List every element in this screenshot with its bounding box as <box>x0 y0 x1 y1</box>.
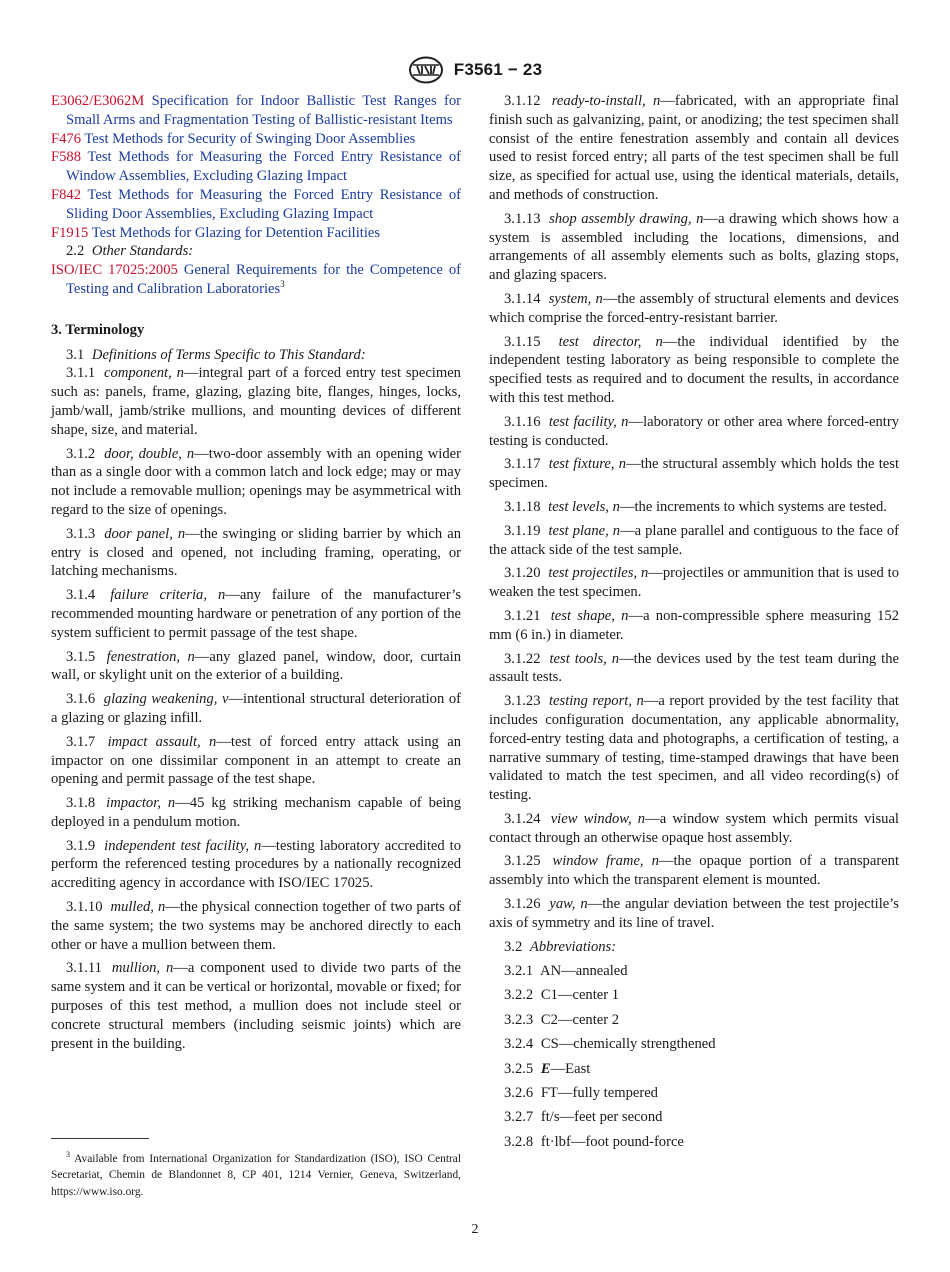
left-column <box>51 92 461 1058</box>
definition-paragraph <box>489 290 899 328</box>
definition-number: 3.1.5 <box>66 648 96 665</box>
definition-text: —a component used to divide two parts of the same system and it can be vertical or horizontal, movable or fixed; for purposes of this test method, a mullion does not include steel or concrete structural members (including seismic joints) which are present in the building. <box>51 960 461 1052</box>
subsection-label: Abbreviations: <box>529 938 617 955</box>
definition-text: —a plane parallel and contiguous to the face of the attack side of the test sample. <box>489 522 899 558</box>
footnote-mark: 3 <box>66 1150 70 1159</box>
definition-text: —any glazed panel, window, door, curtain wall, or skylight unit on the exterior of a building. <box>51 648 461 684</box>
reference-item <box>51 224 461 243</box>
definition-paragraph <box>489 413 899 451</box>
reference-title[interactable]: Test Methods for Measuring the Forced Entry Resistance of Sliding Door Assemblies, Excluding Glazing Impact <box>66 186 461 222</box>
reference-code[interactable]: F842 <box>51 186 82 203</box>
reference-title[interactable]: Specification for Indoor Ballistic Test Ranges for Small Arms and Fragmentation Testing of Ballistic-resistant Items <box>66 93 461 128</box>
definition-term: test director, n <box>558 333 663 350</box>
reference-code[interactable]: F476 <box>51 130 82 147</box>
standard-designation: F3561 − 23 <box>453 60 543 79</box>
definition-term: independent test facility, n <box>104 837 262 854</box>
definition-term: failure criteria, n <box>110 587 226 604</box>
definition-text: —the individual identified by the independent testing laboratory as being responsible to complete the specified tests as required and to document the results, in accordance with this test method. <box>489 333 900 406</box>
definition-paragraph <box>489 810 899 848</box>
definition-text: —the physical connection together of two parts of the same system; the two systems may be anchored directly to each other or have a mullion between them. <box>51 899 461 953</box>
definition-number: 3.1.26 <box>504 896 541 913</box>
abbreviation-number: 3.2.3 <box>504 1011 534 1028</box>
definition-paragraph <box>51 898 461 954</box>
reference-title[interactable]: Test Methods for Glazing for Detention Facilities <box>91 224 381 241</box>
abbreviation-meaning: —feet per second <box>559 1109 663 1126</box>
abbreviation-meaning: —center 1 <box>557 987 620 1004</box>
definition-paragraph <box>489 92 899 205</box>
reference-item <box>51 130 461 149</box>
reference-title[interactable]: Test Methods for Measuring the Forced Entry Resistance of Window Assemblies, Excluding Glazing Impact <box>66 149 461 185</box>
page-number: 2 <box>471 1222 479 1237</box>
definition-paragraph <box>51 648 461 686</box>
definition-paragraph <box>489 607 899 645</box>
definition-text: —fabricated, with an appropriate final finish such as galvanizing, paint, or anodizing; the test specimen shall consist of the entire fenestration assembly and contain all devices used to resist forced entry; all parts of the test specimen shall be full size, as specified for actual use, using the identical materials, details, and methods of construction. <box>489 93 899 203</box>
definition-term: test fixture, n <box>548 456 627 473</box>
definition-text: —the swinging or sliding barrier by which an entry is closed and opened, not including framing, operating, or latching mechanisms. <box>51 525 461 580</box>
definition-text: —projectiles or ammunition that is used to weaken the test specimen. <box>489 565 899 601</box>
definition-term: mullion, n <box>111 960 174 977</box>
definition-paragraph <box>489 692 899 805</box>
reference-code[interactable]: F588 <box>51 149 82 166</box>
abbreviation-number: 3.2.6 <box>504 1085 534 1102</box>
abbreviation: AN <box>540 963 562 980</box>
abbreviation-item <box>489 1060 899 1079</box>
right-column <box>489 92 899 1157</box>
section-heading-terminology: 3. Terminology <box>51 321 145 338</box>
definition-term: mulled, n <box>110 899 166 916</box>
subsection-number: 2.2 <box>66 243 85 260</box>
abbreviation-meaning: —center 2 <box>557 1011 620 1028</box>
abbreviation-item <box>489 1133 899 1152</box>
abbreviations-heading <box>489 938 899 957</box>
abbreviation-meaning: —chemically strengthened <box>558 1036 716 1053</box>
reference-title[interactable]: Test Methods for Security of Swinging Door Assemblies <box>84 130 416 147</box>
definition-text: —the angular deviation between the test projectile’s axis of symmetry and its line of travel. <box>489 896 899 931</box>
definition-number: 3.1.19 <box>504 522 541 539</box>
reference-item <box>51 92 461 130</box>
definition-number: 3.1.24 <box>504 810 541 827</box>
definition-number: 3.1.3 <box>66 525 96 542</box>
definition-text: —laboratory or other area where forced-entry testing is conducted. <box>489 413 899 449</box>
definition-number: 3.1.21 <box>504 607 541 624</box>
definition-paragraph <box>51 690 461 728</box>
definition-paragraph <box>489 522 899 560</box>
definition-text: —the opaque portion of a transparent assembly into which the transparent element is mounted. <box>489 853 900 889</box>
definition-number: 3.1.2 <box>66 445 96 462</box>
referenced-documents <box>51 92 461 299</box>
definition-text: —intentional structural deterioration of a glazing or glazing infill. <box>51 691 461 726</box>
definition-text: —a window system which permits visual contact through an otherwise opaque host assembly. <box>489 810 899 846</box>
definition-text: —test of forced entry attack using an impactor on one dissimilar component in an attempt to create an opening and permit passage of the test shape. <box>51 733 461 788</box>
reference-item <box>51 186 461 224</box>
abbreviation-meaning: —East <box>550 1060 591 1077</box>
definition-term: impact assault, n <box>107 733 217 750</box>
abbreviation: ft/s <box>540 1109 560 1126</box>
definition-paragraph <box>489 895 899 933</box>
definition-number: 3.1.4 <box>66 587 96 604</box>
footnote-marker[interactable]: 3 <box>280 279 285 290</box>
definition-term: fenestration, n <box>106 648 195 665</box>
abbreviation-item <box>489 1035 899 1054</box>
subsection-label: Other Standards: <box>91 243 194 260</box>
definition-text: —integral part of a forced entry test specimen such as: panels, frame, glazing, glazing bite, flanges, hinges, locks, jamb/wall, jamb/strike mullions, and mounting devices of different shape, size, and material. <box>51 365 461 438</box>
abbreviation-number: 3.2.8 <box>504 1133 534 1150</box>
definition-text: —any failure of the manufacturer’s recommended mounting hardware or penetration of any portion of the system sufficient to permit passage of the test shape. <box>51 587 462 641</box>
definition-paragraph <box>489 210 899 285</box>
abbreviation-item <box>489 1011 899 1030</box>
definition-term: door panel, n <box>104 525 186 542</box>
definition-term: test shape, n <box>550 607 629 624</box>
abbreviation: E <box>540 1060 551 1077</box>
definition-term: door, double, n <box>104 445 195 462</box>
definition-term: ready-to-install, n <box>551 93 661 109</box>
abbreviation: CS <box>540 1036 559 1053</box>
definition-number: 3.1.15 <box>504 333 541 350</box>
abbreviation-number: 3.2.4 <box>504 1036 534 1053</box>
reference-code[interactable]: E3062/E3062M <box>51 93 145 109</box>
reference-code[interactable]: F1915 <box>51 224 89 241</box>
abbreviation-number: 3.2.7 <box>504 1109 534 1126</box>
definition-term: glazing weakening, v <box>103 691 229 708</box>
definition-term: system, n <box>548 290 603 307</box>
abbreviation: FT <box>540 1085 558 1102</box>
definition-number: 3.1.20 <box>504 565 541 582</box>
definition-number: 3.1.13 <box>504 210 541 227</box>
definition-number: 3.1.10 <box>66 899 103 916</box>
definition-paragraph <box>489 650 899 688</box>
abbreviation-item <box>489 962 899 981</box>
abbreviation-number: 3.2.1 <box>504 963 534 980</box>
definition-text: —the increments to which systems are tested. <box>619 498 887 515</box>
subsection-number: 3.1 <box>66 346 85 363</box>
definition-term: impactor, n <box>106 795 176 812</box>
astm-logo-icon <box>408 56 444 84</box>
abbreviation-item <box>489 1108 899 1127</box>
definition-term: testing report, n <box>548 693 644 710</box>
footnote-text: Available from International Organization for Standardization (ISO), ISO Central Secretariat, Chemin de Blandonnet 8, CP 401, 1214 Vernier, Geneva, Switzerland, https://www.iso.org. <box>51 1152 461 1198</box>
abbreviation-number: 3.2.2 <box>504 987 534 1004</box>
definition-term: test plane, n <box>548 522 621 539</box>
reference-item <box>51 148 461 186</box>
definition-text: —two-door assembly with an opening wider than as a single door with a common latch and lock edge; may or may not include a removable mullion; openings may be asymmetrical with regard to the size of openings. <box>51 445 462 518</box>
definition-term: component, n <box>104 365 184 382</box>
definition-paragraph <box>51 445 461 520</box>
abbreviation-meaning: —foot pound-force <box>570 1133 684 1150</box>
definition-number: 3.1.11 <box>66 960 102 977</box>
abbreviation-item <box>489 1084 899 1103</box>
definition-term: test levels, n <box>548 498 620 515</box>
definition-term: window frame, n <box>552 853 659 870</box>
abbreviation-number: 3.2.5 <box>504 1060 534 1077</box>
definition-number: 3.1.18 <box>504 498 541 515</box>
definition-text: —a report provided by the test facility that includes configuration documentation, any applicable abnormality, forced-entry testing data and photographs, a certification of testing, a narrative summary of testing, time-stamped drawings that have been validated to match the test specimen, and all video recording(s) of testing. <box>489 693 899 804</box>
definition-number: 3.1.12 <box>504 93 541 109</box>
definition-number: 3.1.6 <box>66 691 96 708</box>
abbreviation-item <box>489 986 899 1005</box>
definition-paragraph <box>489 852 899 890</box>
definition-paragraph <box>489 498 899 517</box>
definition-text: —testing laboratory accredited to perform the referenced testing procedures by a nationally recognized accrediting agency in accordance with ISO/IEC 17025. <box>51 837 461 892</box>
definition-paragraph <box>51 586 461 642</box>
definition-paragraph <box>51 837 461 893</box>
definition-text: —a non-compressible sphere measuring 152 mm (6 in.) in diameter. <box>489 607 900 643</box>
reference-item <box>51 261 461 299</box>
definition-paragraph <box>51 959 461 1053</box>
definition-text: —the structural assembly which holds the test specimen. <box>489 456 899 492</box>
definition-paragraph <box>51 733 461 789</box>
abbreviation: C1 <box>540 987 558 1004</box>
definition-paragraph <box>51 364 461 439</box>
definition-number: 3.1.17 <box>504 456 541 473</box>
subsection-label: Definitions of Terms Specific to This Standard: <box>91 346 366 363</box>
abbreviation-meaning: —fully tempered <box>557 1085 658 1102</box>
subsection-number: 3.2 <box>504 938 523 955</box>
definition-paragraph <box>51 525 461 581</box>
abbreviation: C2 <box>540 1011 558 1028</box>
definition-term: yaw, n <box>549 896 588 913</box>
definition-paragraph <box>489 564 899 602</box>
definition-term: view window, n <box>550 810 646 827</box>
definition-text: —the assembly of structural elements and devices which comprise the forced-entry-resistant barrier. <box>489 290 899 326</box>
page-header <box>0 56 950 84</box>
reference-code[interactable]: ISO/IEC 17025:2005 <box>51 262 178 279</box>
definition-number: 3.1.8 <box>66 795 96 812</box>
reference-title[interactable]: General Requirements for the Competence of Testing and Calibration Laboratories <box>66 262 461 297</box>
footnote-divider <box>51 1138 149 1139</box>
definition-text: —45 kg striking mechanism capable of being deployed in a pendulum motion. <box>51 795 461 830</box>
definition-paragraph <box>489 455 899 493</box>
definition-number: 3.1.14 <box>504 290 541 307</box>
definition-term: shop assembly drawing, n <box>549 210 704 227</box>
footnote <box>51 1147 461 1200</box>
definition-term: test projectiles, n <box>548 565 649 582</box>
abbreviation: ft·lbf <box>540 1133 571 1150</box>
definition-number: 3.1.1 <box>66 365 96 382</box>
definition-paragraph <box>489 333 899 408</box>
definition-number: 3.1.9 <box>66 837 96 854</box>
definition-number: 3.1.23 <box>504 693 541 710</box>
definition-paragraph <box>51 794 461 832</box>
definition-text: —a drawing which shows how a system is assembled including the locations, dimensions, and arrangements of all assembly elements such as bolts, glazing stops, and glazing spacers. <box>489 210 899 284</box>
definition-number: 3.1.25 <box>504 853 541 870</box>
definition-term: test facility, n <box>548 413 629 430</box>
abbreviation-meaning: —annealed <box>561 963 628 980</box>
definition-number: 3.1.22 <box>504 650 541 667</box>
definitions-heading <box>51 346 461 365</box>
other-standards-heading <box>51 242 461 261</box>
definition-number: 3.1.16 <box>504 413 541 430</box>
definition-text: —the devices used by the test team during the assault tests. <box>489 650 899 686</box>
definition-number: 3.1.7 <box>66 733 96 750</box>
definition-term: test tools, n <box>549 650 620 667</box>
